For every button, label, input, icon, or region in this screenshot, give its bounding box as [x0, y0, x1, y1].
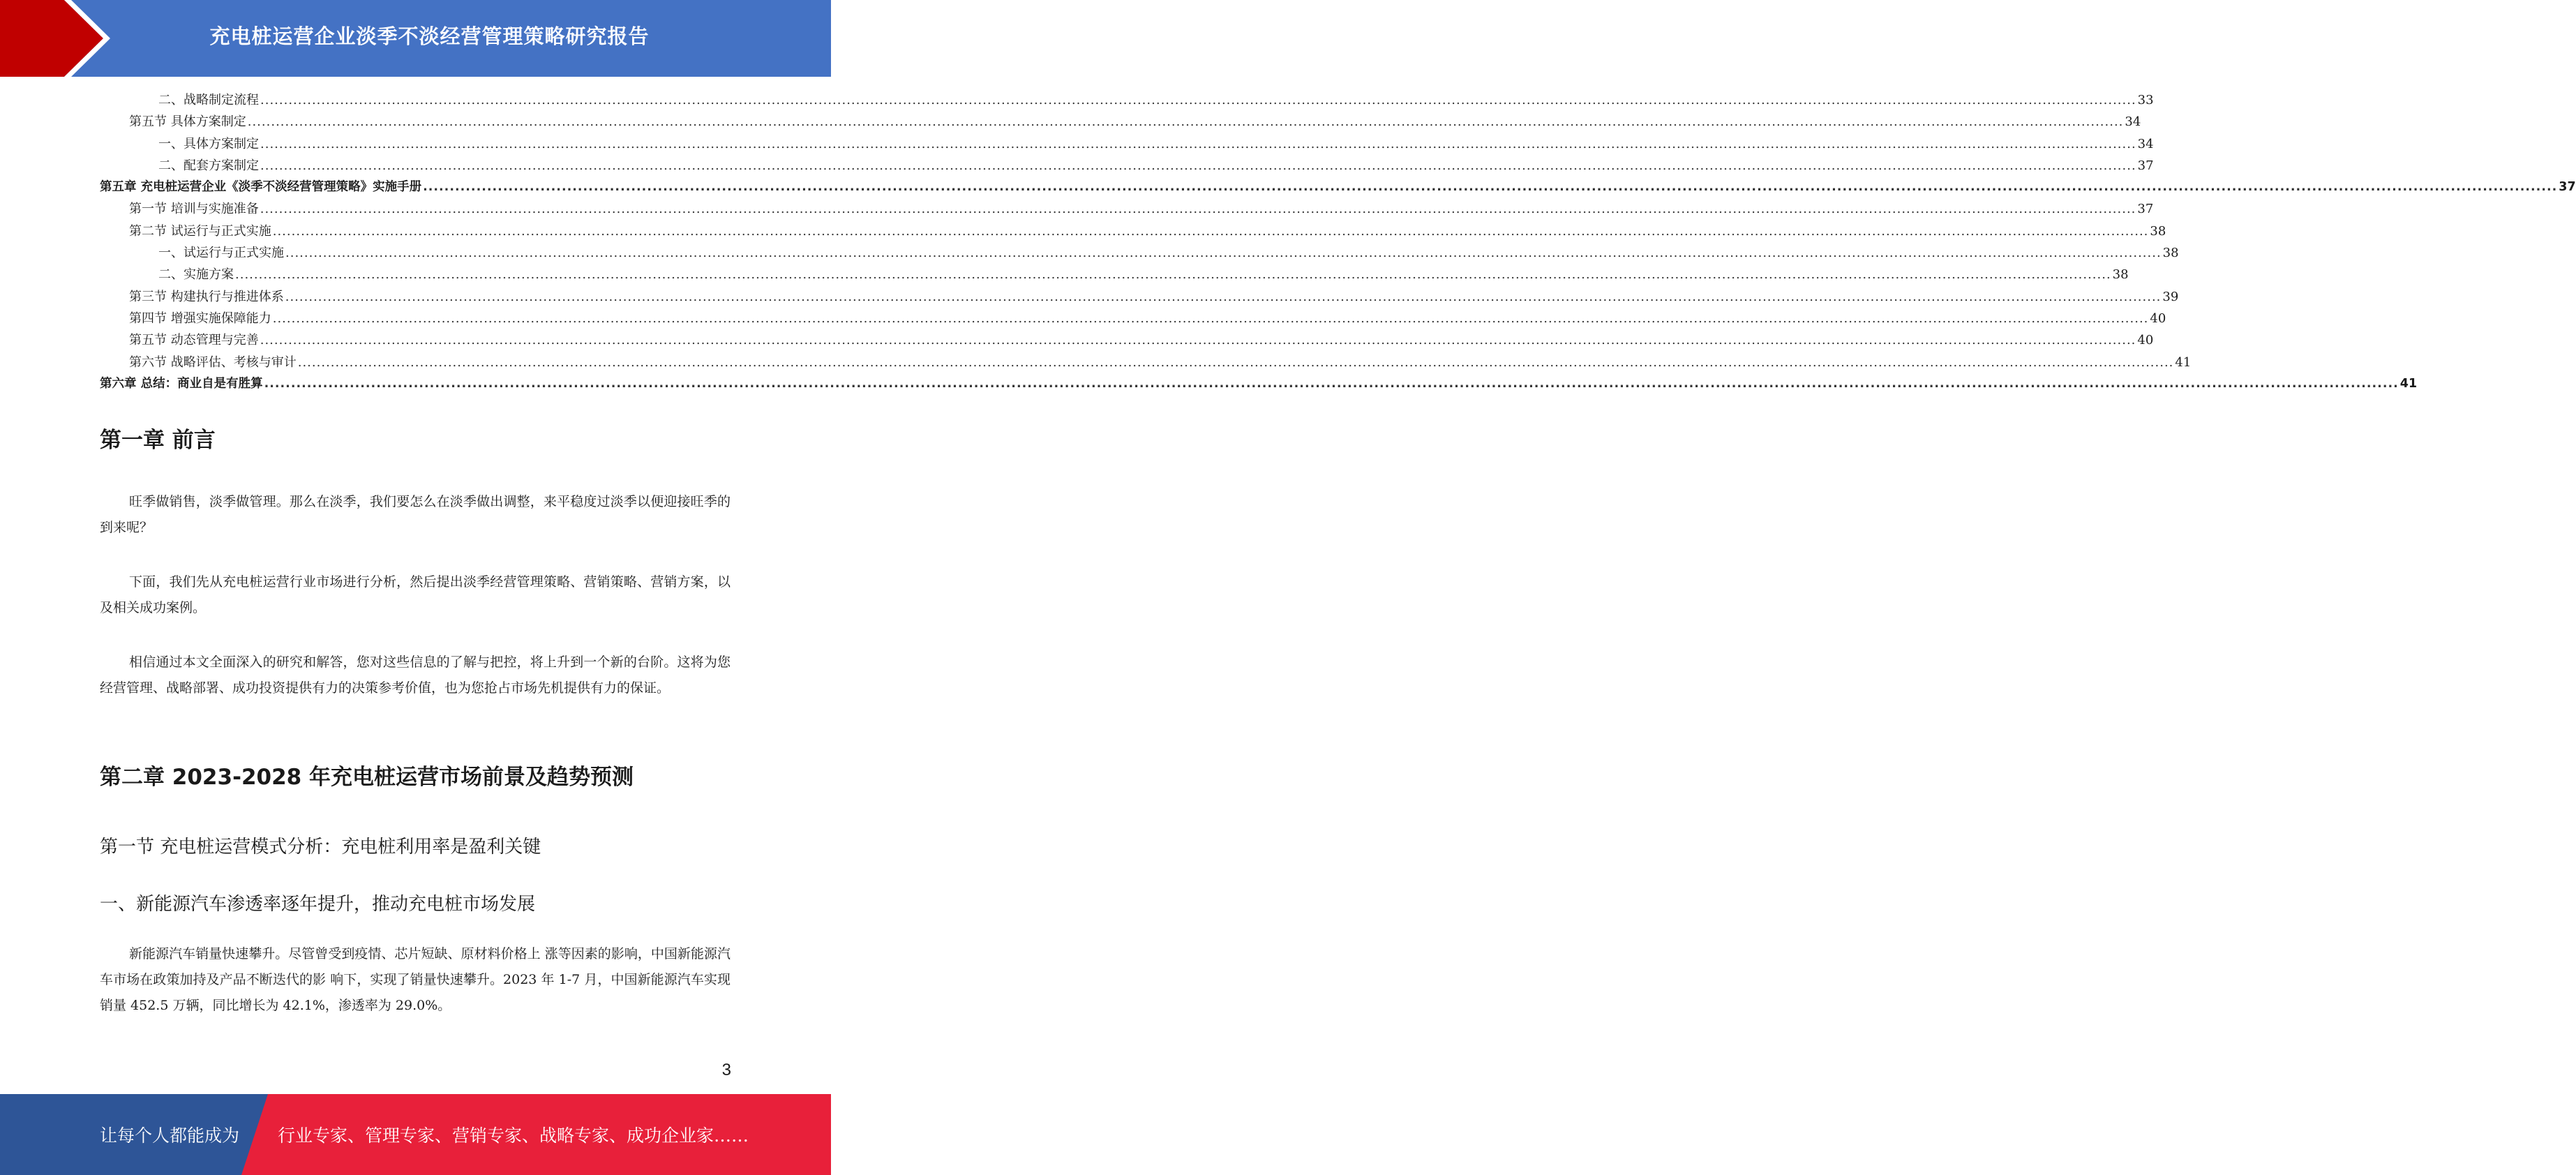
toc-entry[interactable]: [100, 111, 2141, 133]
toc-entry[interactable]: [100, 89, 2154, 111]
toc-leader-dots: ................................................................................................................................................................................................................................................................................................................................................................................................................: [235, 267, 2111, 283]
toc-leader-dots: ................................................................................................................................................................................................................................................................................................................................................................................................................: [260, 93, 2136, 107]
chapter1-paragraph-3: 相信通过本文全面深入的研究和解答，您对这些信息的了解与把控，将上升到一个新的台阶。这将为您经营管理、战略部署、成功投资提供有力的决策参考价值，也为您抢占市场先机提供有力的保证。: [100, 654, 731, 696]
toc-leader-dots: ................................................................................................................................................................................................................................................................................................................................................................................................................: [285, 289, 2162, 304]
toc-entry[interactable]: [100, 286, 2179, 308]
table-of-contents: [100, 89, 2576, 395]
footer-slogan-left: 让每个人都能成为: [100, 1125, 240, 1146]
toc-leader-dots: ................................................................................................................................................................................................................................................................................................................................................................................................................: [423, 180, 2558, 195]
toc-entry-page: 41: [2399, 376, 2418, 391]
toc-leader-dots: ................................................................................................................................................................................................................................................................................................................................................................................................................: [272, 223, 2149, 239]
toc-entry[interactable]: [100, 133, 2154, 155]
toc-entry[interactable]: [100, 198, 2154, 220]
toc-entry-page: 38: [2150, 223, 2166, 239]
toc-entry-label: 第四节 增强实施保障能力: [129, 310, 271, 326]
page-header: [0, 0, 831, 77]
toc-leader-dots: ................................................................................................................................................................................................................................................................................................................................................................................................................: [272, 310, 2149, 326]
toc-entry-label: 第五节 具体方案制定: [129, 114, 246, 130]
toc-entry-label: 二、战略制定流程: [158, 93, 259, 107]
header-title: 充电桩运营企业淡季不淡经营管理策略研究报告: [209, 24, 650, 48]
toc-entry-page: 37: [2137, 202, 2154, 217]
toc-leader-dots: ................................................................................................................................................................................................................................................................................................................................................................................................................: [297, 354, 2174, 370]
toc-entry-page: 34: [2125, 114, 2141, 130]
footer-slogan-right: 行业专家、管理专家、营销专家、战略专家、成功企业家……: [278, 1125, 749, 1146]
toc-entry-page: 40: [2150, 310, 2166, 326]
toc-entry-label: 第五节 动态管理与完善: [129, 333, 259, 348]
chapter2-section1-title: 第一节 充电桩运营模式分析：充电桩利用率是盈利关键: [100, 837, 541, 858]
toc-entry-label: 二、配套方案制定: [158, 158, 259, 173]
page-number: 3: [721, 1061, 731, 1079]
toc-entry-page: 34: [2137, 136, 2154, 151]
toc-leader-dots: ................................................................................................................................................................................................................................................................................................................................................................................................................: [247, 114, 2124, 130]
toc-entry[interactable]: [100, 329, 2154, 351]
toc-entry-label: 第六章 总结：商业自是有胜算: [100, 376, 263, 391]
page-footer: [0, 1094, 831, 1175]
toc-entry-label: 第三节 构建执行与推进体系: [129, 289, 284, 304]
toc-entry[interactable]: [100, 220, 2166, 242]
toc-leader-dots: ................................................................................................................................................................................................................................................................................................................................................................................................................: [285, 246, 2162, 261]
chapter1-title: 第一章 前言: [100, 428, 216, 453]
toc-entry[interactable]: [100, 155, 2154, 177]
toc-entry[interactable]: [100, 308, 2166, 329]
toc-entry-label: 第六节 战略评估、考核与审计: [129, 354, 297, 370]
chapter2-paragraph: 新能源汽车销量快速攀升。尽管曾受到疫情、芯片短缺、原材料价格上 涨等因素的影响，中国新能源汽车市场在政策加持及产品不断迭代的影 响下，实现了销量快速攀升。2023 年 1-7 月，中国新能源汽车实现销量 452.5 万辆，同比增长为 42.1%，渗透率为 29.0%。: [100, 946, 731, 1013]
toc-leader-dots: ................................................................................................................................................................................................................................................................................................................................................................................................................: [260, 136, 2136, 151]
toc-leader-dots: ................................................................................................................................................................................................................................................................................................................................................................................................................: [260, 333, 2136, 348]
toc-entry-page: 37: [2137, 158, 2154, 173]
toc-entry-page: 38: [2162, 246, 2179, 261]
toc-leader-dots: ................................................................................................................................................................................................................................................................................................................................................................................................................: [260, 158, 2136, 173]
chapter1-paragraph-2: 下面，我们先从充电桩运营行业市场进行分析，然后提出淡季经营管理策略、营销策略、营销方案，以及相关成功案例。: [100, 574, 731, 615]
toc-entry-label: 一、试运行与正式实施: [158, 246, 284, 261]
toc-entry[interactable]: [100, 352, 2192, 373]
toc-entry[interactable]: [100, 373, 2418, 395]
toc-entry-page: 38: [2112, 267, 2129, 283]
toc-entry[interactable]: [100, 264, 2129, 285]
chapter1-paragraph-1: 旺季做销售，淡季做管理。那么在淡季，我们要怎么在淡季做出调整，来平稳度过淡季以便迎接旺季的到来呢？: [100, 494, 731, 535]
chapter2-title: 第二章 2023-2028 年充电桩运营市场前景及趋势预测: [100, 765, 634, 790]
toc-entry-label: 第一节 培训与实施准备: [129, 202, 259, 217]
toc-entry-page: 33: [2137, 93, 2154, 107]
toc-entry-page: 40: [2137, 333, 2154, 348]
toc-entry-page: 37: [2559, 180, 2576, 195]
toc-entry-label: 一、具体方案制定: [158, 136, 259, 151]
toc-entry-label: 第五章 充电桩运营企业《淡季不淡经营管理策略》实施手册: [100, 180, 422, 195]
toc-entry[interactable]: [100, 242, 2179, 264]
toc-leader-dots: ................................................................................................................................................................................................................................................................................................................................................................................................................: [264, 376, 2399, 391]
toc-entry[interactable]: [100, 177, 2576, 198]
toc-entry-page: 41: [2175, 354, 2192, 370]
toc-entry-label: 第二节 试运行与正式实施: [129, 223, 271, 239]
toc-leader-dots: ................................................................................................................................................................................................................................................................................................................................................................................................................: [260, 202, 2136, 217]
chapter2-subsection1-title: 一、新能源汽车渗透率逐年提升，推动充电桩市场发展: [100, 894, 536, 915]
toc-entry-label: 二、实施方案: [158, 267, 234, 283]
toc-entry-page: 39: [2162, 289, 2179, 304]
